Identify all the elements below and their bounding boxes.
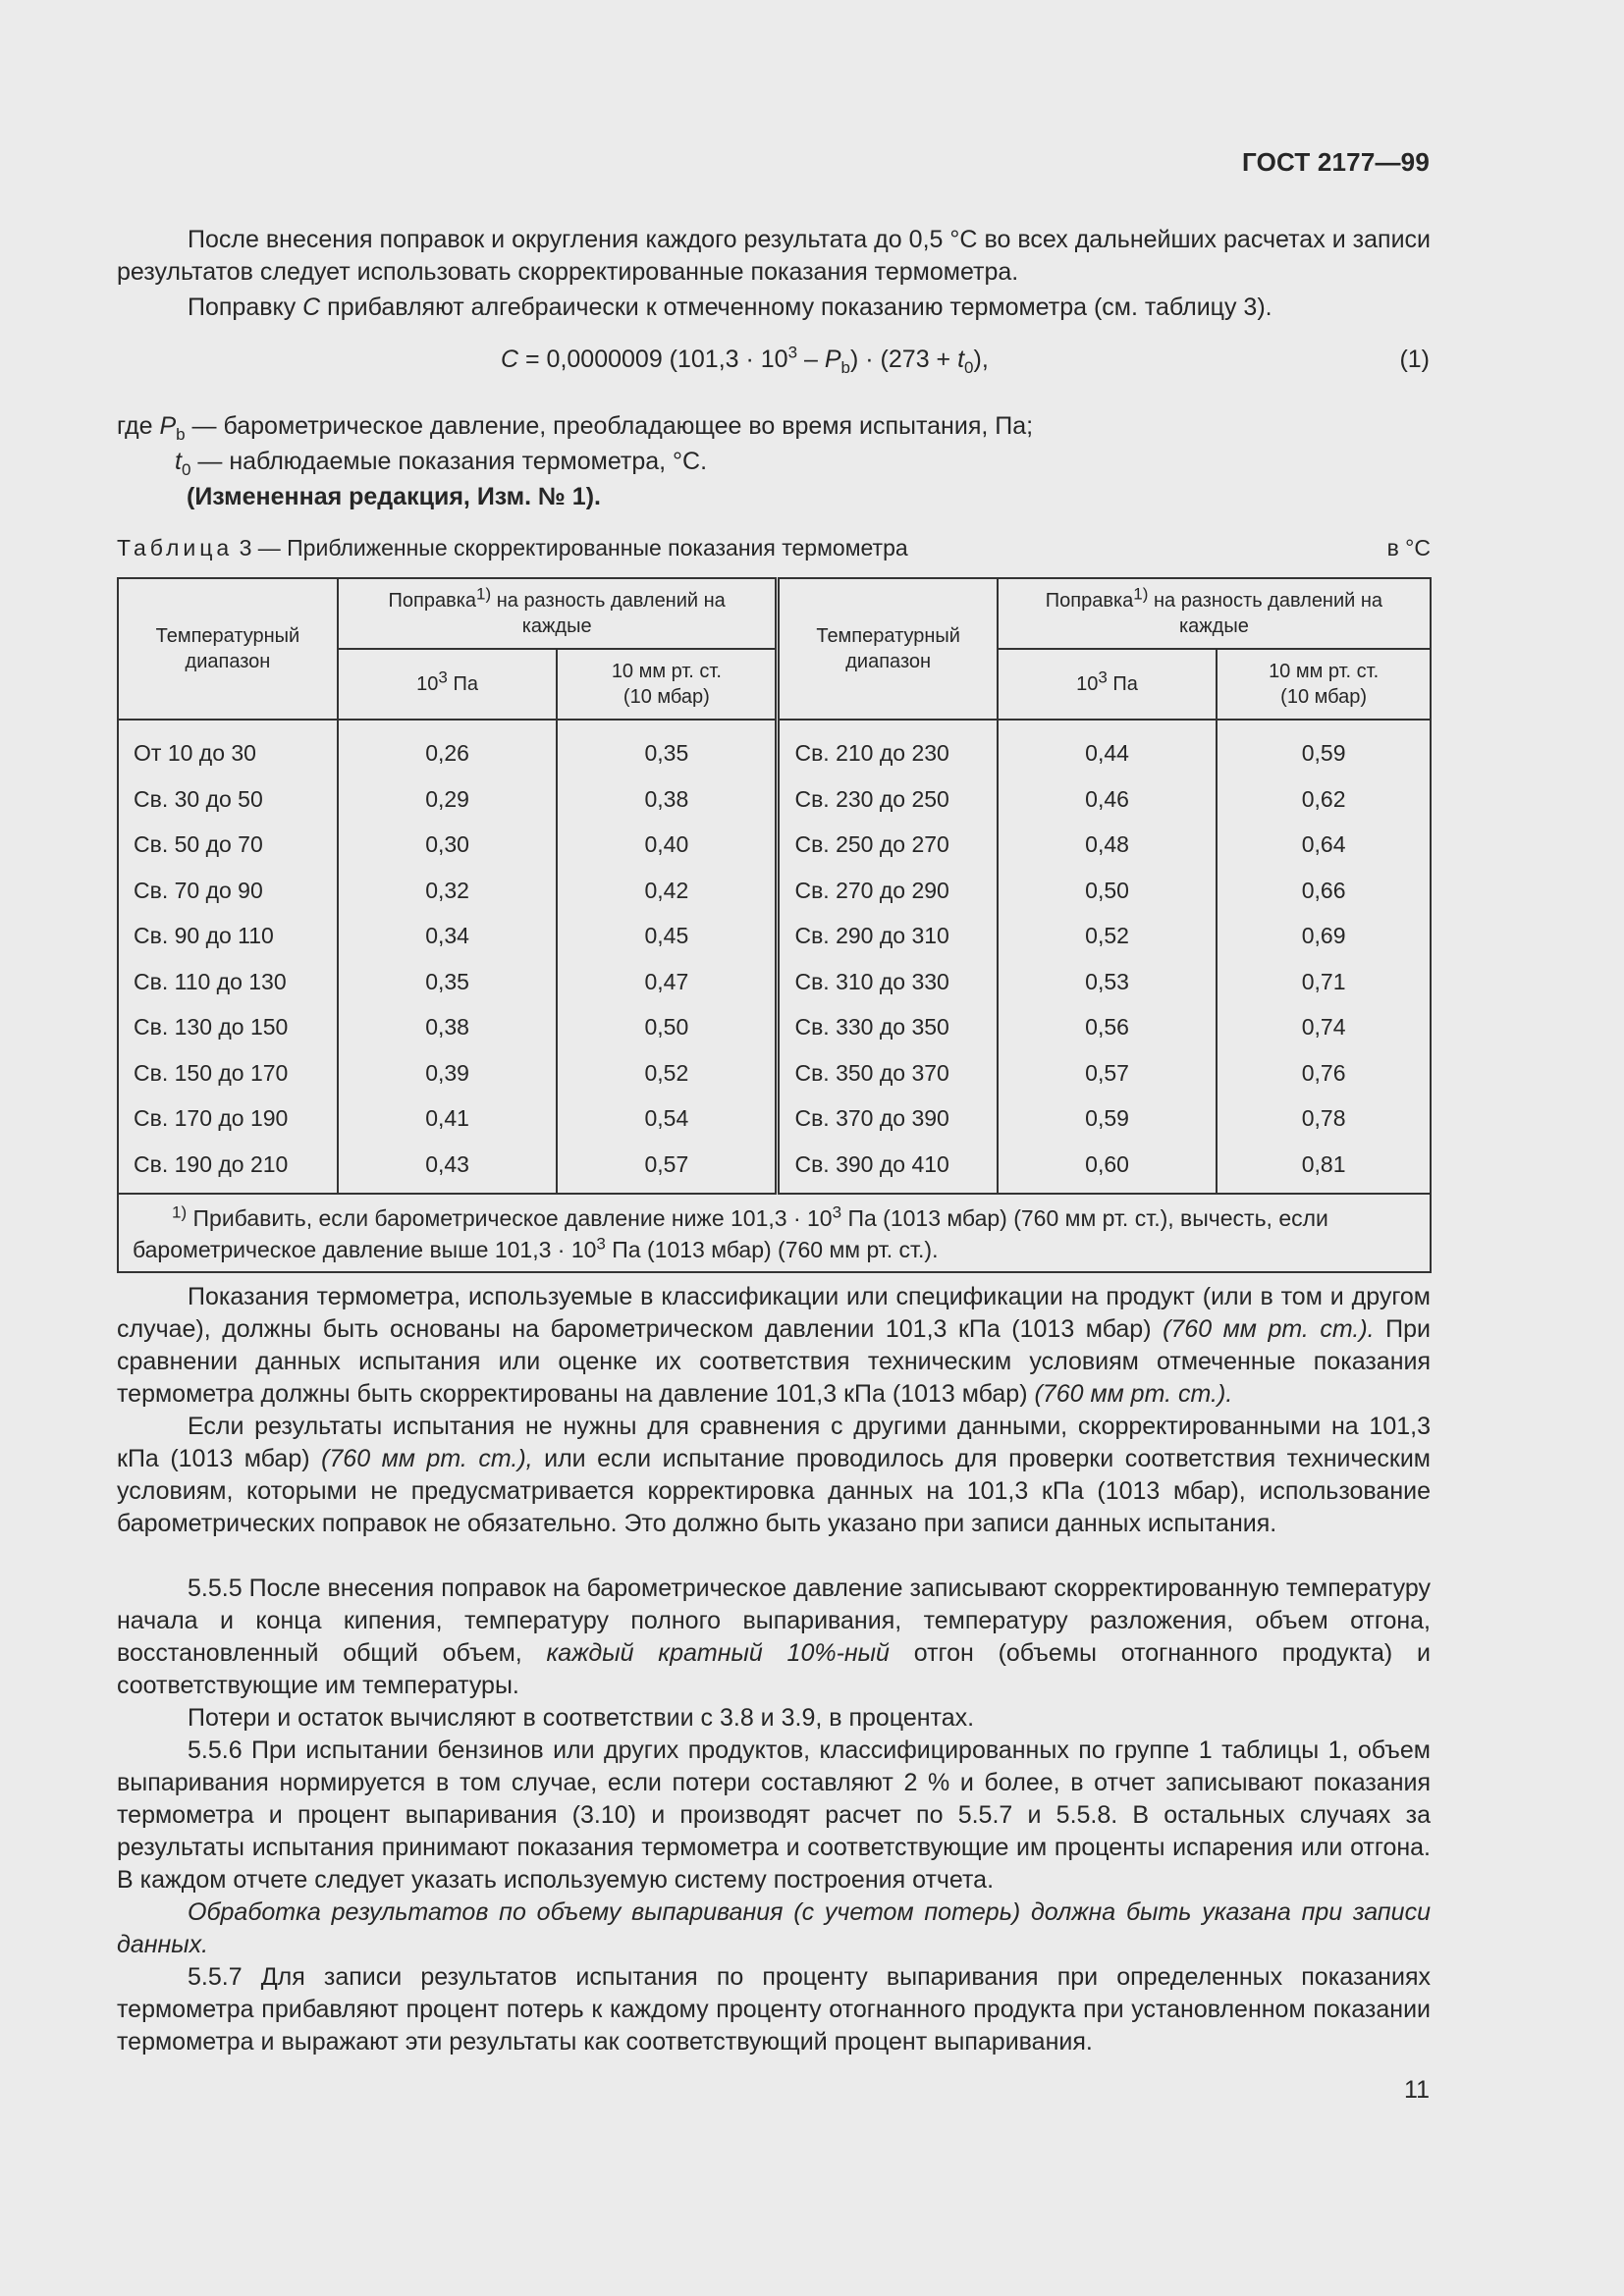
- paragraph-5-5-6: 5.5.6 При испытании бензинов или других продуктов, классифицированных по группе 1 таблицы 1, объем выпаривания нормируется в том случае, если потери составляют 2 % и более, в отчет записывают показания термометра и процент выпаривания (3.10) и производят расчет по 5.5.7 и 5.5.8. В остальных случаях за результаты испытания принимают показания термометра и соответствующие им проценты испарения или отгона. В каждом отчете следует указать используемую систему построения отчета.: [117, 1736, 1431, 1894]
- col-left-mm: [557, 720, 778, 1194]
- table-cell: Св. 250 до 270: [794, 831, 949, 857]
- table-cell: 0,50: [1085, 877, 1129, 903]
- table-cell: Св. 50 до 70: [134, 831, 263, 857]
- table-cell: 0,69: [1301, 923, 1346, 948]
- table-cell: 0,66: [1301, 877, 1346, 903]
- header-range-left: Температурный диапазон: [118, 578, 338, 720]
- table-cell: 0,46: [1085, 785, 1129, 812]
- table-cell: 0,52: [1085, 923, 1129, 948]
- table-cell: 0,76: [1301, 1059, 1346, 1086]
- table-footnote: $^{1)}$ Прибавить, если барометрическое давление ниже $101,3 \cdot 10^3$ Па (1013 мбар) (760 мм рт. ст.), вычесть, если барометрическое давление выше $101,3 \cdot 10^3$ Па (1013 мбар) (760 мм рт. ст.).: [118, 1194, 1431, 1272]
- table-body-row: [118, 720, 1431, 1194]
- table-cell: 0,43: [425, 1150, 469, 1177]
- header-range-right: Температурный диапазон: [778, 578, 998, 720]
- table-cell: Св. 30 до 50: [134, 785, 263, 812]
- table-cell: 0,56: [1085, 1014, 1129, 1040]
- header-correction-left: Поправка$^{1)}$ на разность давлений на каждые: [338, 578, 778, 649]
- table-cell: 0,32: [425, 877, 469, 903]
- table-cell: 0,59: [1301, 740, 1346, 766]
- table-cell: Св. 310 до 330: [794, 968, 949, 994]
- table-cell: 0,78: [1301, 1105, 1346, 1131]
- table-cell: Св. 150 до 170: [134, 1059, 289, 1086]
- table-cell: 0,64: [1301, 831, 1346, 857]
- table-cell: 0,74: [1301, 1014, 1346, 1040]
- paragraph-evaporation-note: Обработка результатов по объему выпаривания (с учетом потерь) должна быть указана при записи данных.: [117, 1898, 1431, 1958]
- table-cell: 0,59: [1085, 1105, 1129, 1131]
- table-cell: Св. 190 до 210: [134, 1150, 289, 1177]
- header-correction-right: Поправка$^{1)}$ на разность давлений на каждые: [998, 578, 1431, 649]
- table-cell: 0,57: [644, 1150, 689, 1177]
- table-cell: 0,41: [425, 1105, 469, 1131]
- col-left-pa: [338, 720, 557, 1194]
- table-cell: 0,62: [1301, 785, 1346, 812]
- table-cell: 0,40: [644, 831, 689, 857]
- table-cell: 0,35: [425, 968, 469, 994]
- table-cell: 0,53: [1085, 968, 1129, 994]
- table-cell: Св. 70 до 90: [134, 877, 263, 903]
- table-cell: 0,71: [1301, 968, 1346, 994]
- table-cell: 0,34: [425, 923, 469, 948]
- table-cell: 0,47: [644, 968, 689, 994]
- header-mm-left: 10 мм рт. ст. (10 мбар): [557, 649, 778, 720]
- table-cell: 0,44: [1085, 740, 1129, 766]
- table-unit: в °С: [1386, 535, 1431, 561]
- col-left-ranges: [118, 720, 338, 1194]
- paragraph-corrections: После внесения поправок и округления каждого результата до 0,5 °С во всех дальнейших расчетах и записи результатов следует использовать скорректированные показания термометра.: [117, 226, 1431, 286]
- table-cell: Св. 330 до 350: [794, 1014, 949, 1040]
- col-right-ranges: [778, 720, 998, 1194]
- table-cell: 0,30: [425, 831, 469, 857]
- amendment-note: (Измененная редакция, Изм. № 1).: [187, 483, 601, 510]
- table-cell: 0,60: [1085, 1150, 1129, 1177]
- table-cell: Св. 230 до 250: [794, 785, 949, 812]
- table-cell: 0,52: [644, 1059, 689, 1086]
- paragraph-classification: Показания термометра, используемые в классификации или спецификации на продукт (или в том и другом случае), должны быть основаны на барометрическом давлении 101,3 кПа (1013 мбар) (760 мм рт. ст.). При сравнении данных испытания или оценке их соответствия техническим условиям отмеченные показания термометра должны быть скорректированы на давление 101,3 кПа (1013 мбар) (760 мм рт. ст.).: [117, 1283, 1432, 1408]
- col-right-mm: [1217, 720, 1431, 1194]
- table-cell: Св. 170 до 190: [134, 1105, 289, 1131]
- table-cell: Св. 270 до 290: [794, 877, 949, 903]
- document-id: ГОСТ 2177—99: [1241, 147, 1430, 177]
- paragraph-correction-c: Поправку C прибавляют алгебраически к отмеченному показанию термометра (см. таблицу 3).: [188, 294, 1272, 321]
- table-cell: 0,81: [1301, 1150, 1346, 1177]
- table-cell: 0,39: [425, 1059, 469, 1086]
- table-cell: Св. 370 до 390: [794, 1105, 949, 1131]
- table-cell: 0,50: [644, 1014, 689, 1040]
- paragraph-5-5-7: 5.5.7 Для записи результатов испытания по проценту выпаривания при определенных показаниях термометра прибавляют процент потерь к каждому проценту отогнанного продукта при установленном показании термометра и выражают эти результаты как соответствующий процент выпаривания.: [117, 1963, 1431, 2056]
- where-t0: $t_0$ — наблюдаемые показания термометра, °С.: [175, 448, 708, 479]
- formula-number: (1): [1399, 346, 1430, 373]
- table-cell: Св. 130 до 150: [134, 1014, 289, 1040]
- table-cell: 0,42: [644, 877, 689, 903]
- table-cell: 0,35: [644, 740, 689, 766]
- table-cell: 0,38: [425, 1014, 469, 1040]
- document-page: ГОСТ 2177—99 После внесения поправок и округления каждого результата до 0,5 °С во всех дальнейших расчетах и записи результатов следует использовать скорректированные показания термометра. Поправку C прибавляют алгебраически к отмеченному показанию термометра (см. таблицу 3). C = 0,0000009 $(101,3 \cdot 10^3 - P_b) \cdot (273 + t_0)$, (1) где $P_b$ — барометрическое давление, преобладающее во время испытания, Па; $t_0$ — наблюдаемые показания термометра, °С. (Измененная редакция, Изм. № 1). Таблица 3 — Приближенные скорректированные показания термометра в °С Температурный диапазон Поправка$^{1)}$ на разность давлений на каждые Температурный диапазон Поправка$^{1)}$ на разность давлений на каждые $10^3$ Па 10 мм рт. ст. (10 мбар) $10^3$ Па 10 мм рт. ст. (10 мбар) От 10 до 30 Св. 30 до 50 Св. 50 до 70 Св. 70 до 90 Св. 90 до 110 Св. 110 до 130 Св. 130 до 150 Св. 150 до 170 Св. 170 до 190 Св. 190 до 210 0,26 0,29 0,30 0,32 0,34 0,35 0,38 0,39 0,41 0,43 0,35 0,38 0,40 0,42 0,45 0,47 0,50 0,52 0,54 0,57 Св. 210 до 230 Св. 230 до 250 Св. 250 до 270 Св. 270 до 290 Св. 290 до 310 Св. 310 до 330 Св. 330 до 350 Св. 350 до 370 Св. 370 до 390 Св. 390 до 410 0,44 0,46 0,48 0,50 0,52 0,53 0,56 0,57 0,59 0,60 0,59 0,62 0,64 0,66 0,69 0,71 0,74 0,76 0,78 0,81 $^{1)}$ Прибавить, если барометрическое давление ниже $101,3 \cdot 10^3$ Па (1013 мбар) (760 мм рт. ст.), вычесть, если барометрическое давление выше $101,3 \cdot 10^3$ Па (1013 мбар) (760 мм рт. ст.). Показания термометра, используемые в классификации или спецификации на продукт (или в том и другом случае), должны быть основаны на барометрическом давлении 101,3 кПа (1013 мбар) (760 мм рт. ст.). При сравнении данных испытания или оценке их соответствия техническим условиям отмеченные показания термометра должны быть скорректированы на давление 101,3 кПа (1013 мбар) (760 мм рт. ст.). Если результаты испытания не нужны для сравнения с другими данными, скорректированными на 101,3 кПа (1013 мбар) (760 мм рт. ст.), или если испытание проводилось для проверки соответствия техническим условиям, которыми не предусматривается корректировка данных на 101,3 кПа (1013 мбар), использование барометрических поправок не обязательно. Это должно быть указано при записи данных испытания. 5.5.5 После внесения поправок на барометрическое давление записывают скорректированную температуру начала и конца кипения, температуру полного выпаривания, температуру разложения, объем отгона, восстановленный общий объем, каждый кратный 10%-ный отгон (объемы отогнанного продукта) и соответствующие им температуры. Потери и остаток вычисляют в соответствии с 3.8 и 3.9, в процентах. 5.5.6 При испытании бензинов или других продуктов, классифицированных по группе 1 таблицы 1, объем выпаривания нормируется в том случае, если потери составляют 2 % и более, в отчет записывают показания термометра и процент выпаривания (3.10) и производят расчет по 5.5.7 и 5.5.8. В остальных случаях за результаты испытания принимают показания термометра и соответствующие им проценты испарения или отгона. В каждом отчете следует указать используемую систему построения отчета. Обработка результатов по объему выпаривания (с учетом потерь) должна быть указана при записи данных. 5.5.7 Для записи результатов испытания по проценту выпаривания при определенных показаниях термометра прибавляют процент потерь к каждому проценту отогнанного продукта при установленном показании термометра и выражают эти результаты как соответствующий процент выпаривания. 11: [117, 147, 1432, 2104]
- where-pb: где $P_b$ — барометрическое давление, преобладающее во время испытания, Па;: [117, 412, 1034, 444]
- table-cell: От 10 до 30: [134, 740, 256, 766]
- table-cell: 0,54: [644, 1105, 689, 1131]
- table-cell: Св. 90 до 110: [134, 923, 274, 948]
- table-cell: 0,57: [1085, 1059, 1129, 1086]
- table-cell: Св. 210 до 230: [794, 740, 949, 766]
- table-cell: 0,38: [644, 785, 689, 812]
- page-number: 11: [1404, 2076, 1430, 2104]
- table-cell: 0,29: [425, 785, 469, 812]
- col-right-pa: [998, 720, 1217, 1194]
- thermometer-correction-table: [117, 577, 1432, 1273]
- table-cell: 0,45: [644, 923, 689, 948]
- paragraph-losses: Потери и остаток вычисляют в соответствии с 3.8 и 3.9, в процентах.: [188, 1704, 975, 1732]
- header-pa-left: $10^3$ Па: [338, 649, 557, 720]
- table-cell: Св. 290 до 310: [794, 923, 949, 948]
- table-cell: 0,26: [425, 740, 469, 766]
- formula-expression: C = 0,0000009 $(101,3 \cdot 10^3 - P_b) \cdot (273 + t_0)$,: [501, 343, 989, 377]
- table-cell: 0,48: [1085, 831, 1129, 857]
- paragraph-5-5-5: 5.5.5 После внесения поправок на барометрическое давление записывают скорректированную температуру начала и конца кипения, температуру полного выпаривания, температуру разложения, объем отгона, восстановленный общий объем, каждый кратный 10%-ный отгон (объемы отогнанного продукта) и соответствующие им температуры.: [117, 1575, 1431, 1699]
- header-mm-right: 10 мм рт. ст. (10 мбар): [1217, 649, 1431, 720]
- table-cell: Св. 390 до 410: [794, 1150, 949, 1177]
- table-cell: Св. 350 до 370: [794, 1059, 949, 1086]
- table-cell: Св. 110 до 130: [134, 968, 287, 994]
- paragraph-comparison: Если результаты испытания не нужны для сравнения с другими данными, скорректированными на 101,3 кПа (1013 мбар) (760 мм рт. ст.), или если испытание проводилось для проверки соответствия техническим условиям, которыми не предусматривается корректировка данных на 101,3 кПа (1013 мбар), использование барометрических поправок не обязательно. Это должно быть указано при записи данных испытания.: [117, 1413, 1431, 1537]
- header-pa-right: $10^3$ Па: [998, 649, 1217, 720]
